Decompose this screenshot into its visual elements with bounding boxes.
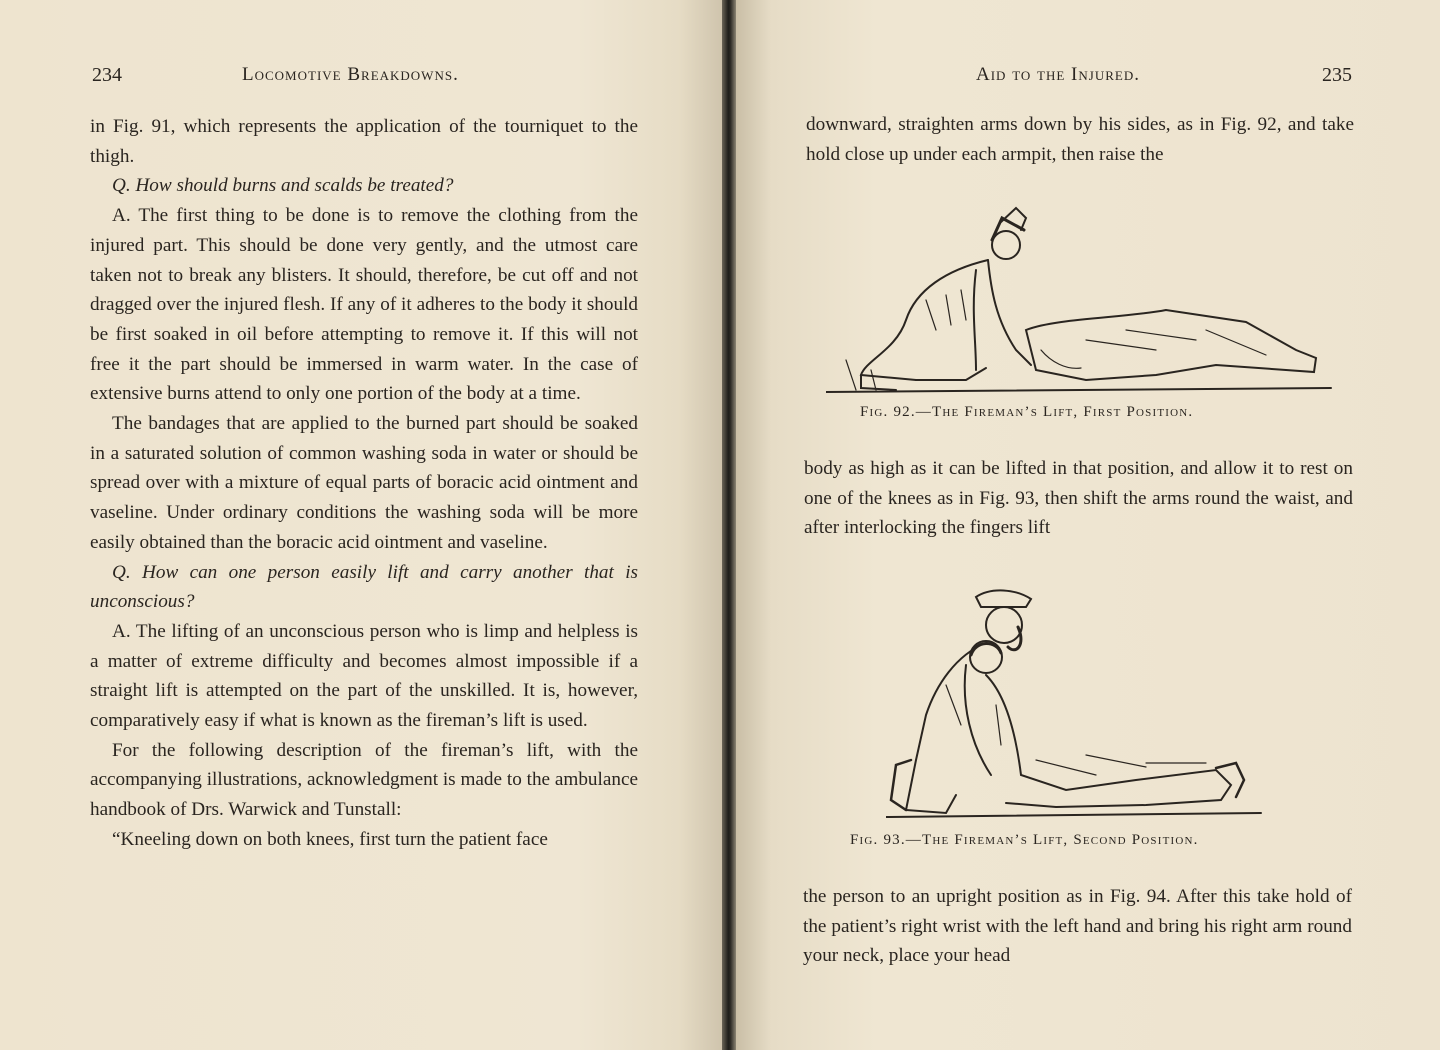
running-head: Aid to the Injured. [976,64,1140,85]
fig-93-illustration [886,585,1266,825]
paragraph [804,454,1353,543]
paragraph: “Kneeling down on both knees, first turn the patient face [112,828,548,850]
fig-92-caption: Fig. 92.—The Fireman’s Lift, First Position. [860,404,1194,420]
paragraph: A. The lifting of an unconscious person who is limp and helpless is a matter of extreme difficulty and becomes almost impossible if a straight lift is attempted on the part of the unskilled. It is, however, comparatively easy if what is known as the fireman’s lift is used. [90,620,638,732]
book-gutter [722,0,736,1050]
page-number: 234 [92,64,122,86]
paragraph-text: body as high as it can be lifted in that position, and allow it to rest on one of the knees as in Fig. 93, then shift the arms round the waist, and after interlocking the fingers lift [804,458,1353,539]
page-number: 235 [1322,64,1352,86]
running-head: Locomotive Breakdowns. [242,64,459,85]
question-paragraph: Q. How can one person easily lift and carry another that is unconscious? [90,561,638,613]
paragraph: For the following description of the fireman’s lift, with the accompanying illustrations, acknowledgment is made to the ambulance handbook of Drs. Warwick and Tunstall: [90,739,638,821]
paragraph-text: downward, straighten arms down by his sides, as in Fig. 92, and take hold close up under each armpit, then raise the [806,114,1354,165]
paragraph: in Fig. 91, which represents the application of the tourniquet to the thigh. [90,116,638,167]
question-paragraph: Q. How should burns and scalds be treated? [112,175,454,197]
fig-92-illustration [826,200,1336,400]
paragraph-text: the person to an upright position as in Fig. 94. After this take hold of the patient’s right wrist with the left hand and bring his right arm round your neck, place your head [803,886,1352,967]
paragraph: The bandages that are applied to the burned part should be soaked in a saturated solution of common washing soda in water or should be spread over with a mixture of equal parts of boracic acid ointment and vaseline. Under ordinary conditions the washing soda will be more easily obtained than the boracic acid ointment and vaseline. [90,413,638,553]
paragraph: A. The first thing to be done is to remove the clothing from the injured part. This should be done very gently, and the utmost care taken not to break any blisters. It should, therefore, be cut off and not dragged over the injured flesh. If any of it adheres to the body it should be first soaked in oil before attempting to remove it. If this will not free it the part should be immersed in warm water. In the case of extensive burns attend to only one portion of the body at a time. [90,205,638,405]
fig-93-caption: Fig. 93.—The Fireman’s Lift, Second Position. [850,832,1199,848]
paragraph [806,110,1354,169]
paragraph [803,882,1352,971]
right-page [736,0,1440,1050]
left-page-body [90,112,638,855]
